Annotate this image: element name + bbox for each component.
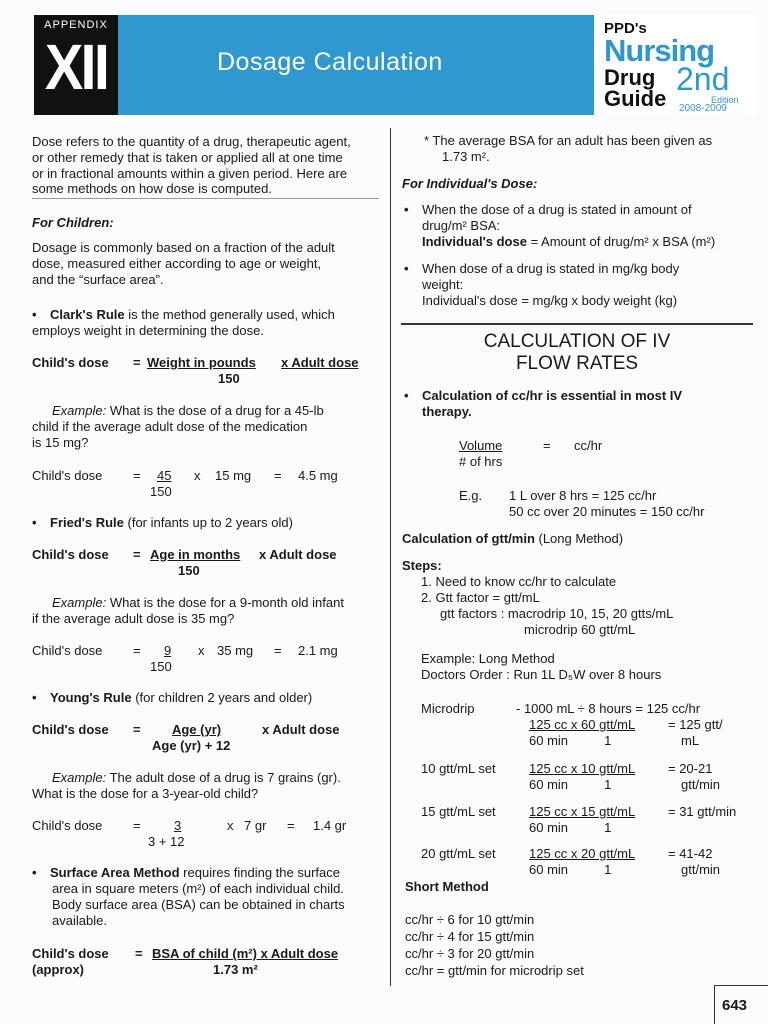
individual-case-1-line-2: drug/m² BSA: bbox=[422, 218, 501, 233]
intro-line-1: Dose refers to the quantity of a drug, therapeutic agent, bbox=[32, 134, 351, 149]
clark-calc-dose: 15 mg bbox=[215, 468, 252, 483]
volume-label: Volume bbox=[459, 438, 503, 453]
logo-years: 2008-2009 bbox=[679, 103, 727, 114]
short-method-heading: Short Method bbox=[405, 879, 489, 894]
fried-calc-denominator: 150 bbox=[150, 659, 172, 674]
fried-example-line-2: if the average adult dose is 35 mg? bbox=[32, 611, 235, 626]
short-method-line-4: cc/hr = gtt/min for microdrip set bbox=[405, 963, 584, 978]
surface-area-name: Surface Area Method bbox=[50, 865, 180, 880]
example-label: Example: bbox=[52, 403, 107, 418]
gtt10-numerator: 125 cc x 10 gtt/mL bbox=[529, 761, 636, 776]
step-2: 2. Gtt factor = gtt/mL bbox=[421, 590, 540, 605]
microdrip-result-2: mL bbox=[681, 733, 700, 748]
clark-example-text: What is the dose of a drug for a 45-lb bbox=[106, 403, 324, 418]
clark-calc-eq: = bbox=[133, 468, 141, 483]
doctors-order: Doctors Order : Run 1L D₅W over 8 hours bbox=[421, 667, 662, 682]
common-line-1: Dosage is commonly based on a fraction of the adult bbox=[32, 240, 335, 255]
logo-ppd: PPD's bbox=[604, 20, 647, 37]
logo-drug: Drug bbox=[604, 65, 656, 90]
young-rule-desc: (for children 2 years and older) bbox=[131, 690, 313, 705]
clark-formula-multiplier: x Adult dose bbox=[281, 355, 359, 370]
logo-edition-label: Edition bbox=[711, 95, 739, 105]
avg-bsa-line-2: 1.73 m². bbox=[442, 149, 490, 164]
volume-result: cc/hr bbox=[574, 438, 603, 453]
avg-bsa-line-1: * The average BSA for an adult has been given as bbox=[424, 133, 713, 148]
page-number-rule bbox=[714, 985, 715, 1024]
appendix-label: APPENDIX bbox=[44, 19, 108, 31]
individual-dose-term: Individual's dose bbox=[422, 234, 527, 249]
fried-calc-numerator: 9 bbox=[164, 643, 172, 658]
gtt20-denominator: 60 min 1 bbox=[529, 862, 612, 877]
column-divider bbox=[390, 128, 391, 986]
clark-calc-x: x bbox=[194, 468, 201, 483]
gtt15-numerator: 125 cc x 15 gtt/mL bbox=[529, 804, 636, 819]
intro-line-2: or other remedy that is taken or applied all at one time bbox=[32, 150, 343, 165]
young-calc-eq: = bbox=[133, 818, 141, 833]
clark-calc-label: Child's dose bbox=[32, 468, 103, 483]
young-rule-line bbox=[50, 690, 312, 706]
fried-rule-desc: (for infants up to 2 years old) bbox=[123, 515, 293, 530]
page-number-rule-top bbox=[714, 985, 768, 986]
clark-example-line-3: is 15 mg? bbox=[32, 435, 89, 450]
surface-area-line-4: available. bbox=[52, 913, 107, 928]
appendix-number: XII bbox=[44, 31, 108, 103]
young-calc-result: 1.4 gr bbox=[313, 818, 347, 833]
bsa-formula-eq: = bbox=[135, 946, 143, 961]
gtt10-denominator: 60 min 1 bbox=[529, 777, 612, 792]
gtt-factors-line-2: microdrip 60 gtt/mL bbox=[524, 622, 636, 637]
young-formula-label: Child's dose bbox=[32, 722, 109, 737]
clark-rule-line-2: employs weight in determining the dose. bbox=[32, 323, 264, 338]
fried-calc-label: Child's dose bbox=[32, 643, 103, 658]
short-method-line-2: cc/hr ÷ 4 for 15 gtt/min bbox=[405, 929, 535, 944]
surface-area-line-3: Body surface area (BSA) can be obtained in charts bbox=[52, 897, 345, 912]
young-calc-numerator: 3 bbox=[174, 818, 182, 833]
chapter-header-band bbox=[34, 15, 594, 115]
iv-section-rule bbox=[401, 323, 753, 325]
volume-eq: = bbox=[543, 438, 551, 453]
fried-formula-eq: = bbox=[133, 547, 141, 562]
individual-case-1-rhs: = Amount of drug/m² x BSA (m²) bbox=[526, 234, 716, 249]
individual-dose-heading: For Individual's Dose: bbox=[402, 176, 538, 191]
clark-rule-desc: is the method generally used, which bbox=[124, 307, 335, 322]
individual-case-2-line-2: weight: bbox=[422, 277, 464, 292]
young-formula-eq: = bbox=[133, 722, 141, 737]
example-label: Example: bbox=[52, 770, 107, 785]
bsa-formula-label: Child's dose bbox=[32, 946, 109, 961]
fried-calc-eq2: = bbox=[274, 643, 282, 658]
gtt-long-heading bbox=[402, 531, 623, 547]
clark-calc-result: 4.5 mg bbox=[298, 468, 338, 483]
logo-guide: Guide bbox=[604, 86, 667, 111]
gtt10-result-1: = 20-21 bbox=[668, 761, 713, 776]
book-logo bbox=[596, 15, 756, 115]
young-example-text: The adult dose of a drug is 7 grains (gr). bbox=[106, 770, 341, 785]
bsa-formula-numerator: BSA of child (m²) x Adult dose bbox=[152, 946, 339, 961]
fried-formula-numerator: Age in months bbox=[150, 547, 241, 562]
gtt-factors-line-1: gtt factors : macrodrip 10, 15, 20 gtts/mL bbox=[440, 606, 674, 621]
example-eg-line-1: 1 L over 8 hrs = 125 cc/hr bbox=[509, 488, 657, 503]
example-eg: E.g. bbox=[459, 488, 483, 503]
iv-section-title-line-1: CALCULATION OF IV bbox=[483, 331, 671, 352]
microdrip-line-1: - 1000 mL ÷ 8 hours = 125 cc/hr bbox=[516, 701, 701, 716]
gtt20-result-2: gtt/min bbox=[681, 862, 721, 877]
microdrip-numerator: 125 cc x 60 gtt/mL bbox=[529, 717, 636, 732]
clark-formula-denominator: 150 bbox=[218, 371, 240, 386]
individual-case-2-formula: Individual's dose = mg/kg x body weight (kg) bbox=[422, 293, 678, 308]
step-1: 1. Need to know cc/hr to calculate bbox=[421, 574, 617, 589]
fried-rule-name: Fried's Rule bbox=[50, 515, 124, 530]
young-calc-label: Child's dose bbox=[32, 818, 103, 833]
young-example-line-1 bbox=[52, 770, 341, 786]
for-children-heading: For Children: bbox=[32, 215, 114, 230]
gtt-long-title: Calculation of gtt/min bbox=[402, 531, 535, 546]
fried-rule-line bbox=[50, 515, 293, 531]
gtt15-denominator: 60 min 1 bbox=[529, 820, 612, 835]
fried-calc-dose: 35 mg bbox=[217, 643, 254, 658]
clark-formula-label: Child's dose bbox=[32, 355, 109, 370]
clark-example-line-1 bbox=[52, 403, 324, 419]
fried-formula-multiplier: x Adult dose bbox=[259, 547, 337, 562]
clark-calc-eq2: = bbox=[274, 468, 282, 483]
example-eg-line-2: 50 cc over 20 minutes = 150 cc/hr bbox=[509, 504, 705, 519]
page-title: Dosage Calculation bbox=[217, 48, 443, 76]
surface-area-line-1 bbox=[50, 865, 340, 881]
gtt15-result: = 31 gtt/min bbox=[668, 804, 737, 819]
intro-line-4: some methods on how dose is computed. bbox=[32, 181, 272, 196]
young-calc-eq2: = bbox=[287, 818, 295, 833]
gtt10-result-2: gtt/min bbox=[681, 777, 721, 792]
clark-calc-numerator: 45 bbox=[157, 468, 172, 483]
steps-heading: Steps: bbox=[402, 558, 442, 573]
clark-formula-eq: = bbox=[133, 355, 141, 370]
gtt20-label: 20 gtt/mL set bbox=[421, 846, 496, 861]
iv-calc-line-2: therapy. bbox=[422, 404, 472, 419]
short-method-line-3: cc/hr ÷ 3 for 20 gtt/min bbox=[405, 946, 535, 961]
clark-rule-line bbox=[50, 307, 335, 323]
fried-calc-x: x bbox=[198, 643, 205, 658]
gtt15-label: 15 gtt/mL set bbox=[421, 804, 496, 819]
young-rule-name: Young's Rule bbox=[50, 690, 132, 705]
young-example-line-2: What is the dose for a 3-year-old child? bbox=[32, 786, 259, 801]
clark-example-line-2: child if the average adult dose of the medication bbox=[32, 419, 308, 434]
surface-area-line-2: area in square meters (m²) of each individual child. bbox=[52, 881, 344, 896]
appendix-badge bbox=[34, 15, 118, 115]
young-formula-numerator: Age (yr) bbox=[172, 722, 222, 737]
microdrip-label: Microdrip bbox=[421, 701, 475, 716]
fried-formula-denominator: 150 bbox=[178, 563, 200, 578]
young-formula-denominator: Age (yr) + 12 bbox=[152, 738, 231, 753]
young-formula-multiplier: x Adult dose bbox=[262, 722, 340, 737]
long-example-heading: Example: Long Method bbox=[421, 651, 555, 666]
hours-label: # of hrs bbox=[459, 454, 503, 469]
microdrip-denominator: 60 min 1 bbox=[529, 733, 612, 748]
individual-case-1-formula bbox=[422, 234, 715, 250]
logo-edition-number: 2nd bbox=[676, 61, 730, 97]
young-calc-x: x bbox=[227, 818, 234, 833]
example-label: Example: bbox=[52, 595, 107, 610]
individual-case-1-line-1: • When the dose of a drug is stated in amount of bbox=[422, 202, 692, 218]
intro-line-3: or in fractional amounts within a given period. Here are bbox=[32, 166, 348, 181]
clark-calc-denominator: 150 bbox=[150, 484, 172, 499]
iv-calc-line-1: • Calculation of cc/hr is essential in most IV bbox=[422, 388, 682, 404]
gtt20-result-1: = 41-42 bbox=[668, 846, 713, 861]
gtt-long-method: (Long Method) bbox=[534, 531, 624, 546]
fried-calc-result: 2.1 mg bbox=[298, 643, 338, 658]
page-number: 643 bbox=[722, 997, 748, 1014]
fried-calc-eq: = bbox=[133, 643, 141, 658]
clark-rule-name: Clark's Rule bbox=[50, 307, 125, 322]
logo-nursing: Nursing bbox=[604, 33, 715, 68]
common-line-2: dose, measured either according to age or weight, bbox=[32, 256, 322, 271]
left-divider bbox=[32, 198, 379, 199]
bsa-formula-denominator: 1.73 m² bbox=[213, 962, 258, 977]
microdrip-result-1: = 125 gtt/ bbox=[668, 717, 723, 732]
common-line-3: and the “surface area”. bbox=[32, 272, 164, 287]
young-calc-denominator: 3 + 12 bbox=[148, 834, 185, 849]
gtt10-label: 10 gtt/mL set bbox=[421, 761, 496, 776]
bsa-formula-approx: (approx) bbox=[32, 962, 84, 977]
short-method-line-1: cc/hr ÷ 6 for 10 gtt/min bbox=[405, 912, 535, 927]
clark-formula-numerator: Weight in pounds bbox=[147, 355, 256, 370]
fried-example-line-1 bbox=[52, 595, 344, 611]
young-calc-dose: 7 gr bbox=[244, 818, 267, 833]
gtt20-numerator: 125 cc x 20 gtt/mL bbox=[529, 846, 636, 861]
surface-area-desc: requires finding the surface bbox=[179, 865, 340, 880]
individual-case-2-line-1: • When dose of a drug is stated in mg/kg body bbox=[422, 261, 679, 277]
iv-section-title-line-2: FLOW RATES bbox=[515, 353, 639, 374]
fried-example-text: What is the dose for a 9-month old infant bbox=[106, 595, 344, 610]
fried-formula-label: Child's dose bbox=[32, 547, 109, 562]
